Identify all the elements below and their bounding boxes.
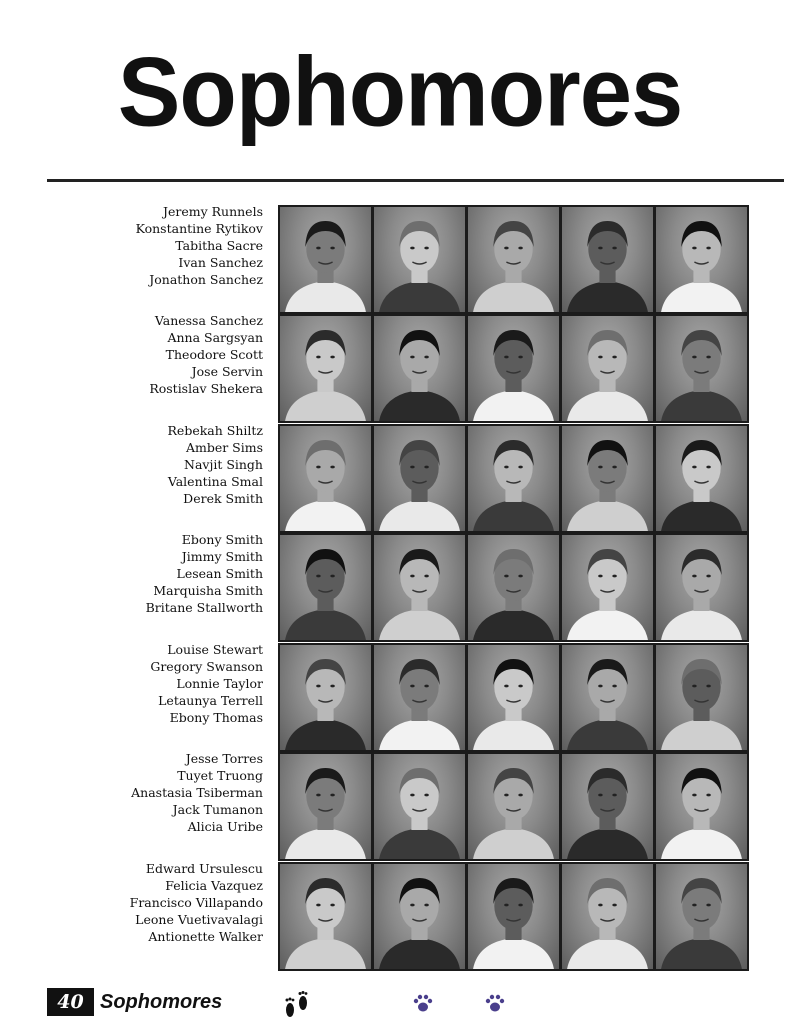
student-name: Jimmy Smith bbox=[181, 549, 263, 564]
student-name: Francisco Villapando bbox=[129, 895, 263, 910]
photo-strip bbox=[278, 862, 749, 971]
portrait-row bbox=[0, 424, 800, 533]
student-portrait bbox=[656, 535, 747, 640]
student-name: Ivan Sanchez bbox=[178, 255, 263, 270]
student-portrait bbox=[468, 864, 559, 969]
student-portrait bbox=[374, 754, 465, 859]
student-portrait bbox=[562, 754, 653, 859]
title-divider bbox=[47, 179, 784, 182]
student-name: Derek Smith bbox=[183, 491, 263, 506]
student-name: Louise Stewart bbox=[167, 642, 263, 657]
footprints-icon bbox=[282, 990, 312, 1026]
name-list bbox=[146, 531, 263, 616]
photo-strip bbox=[278, 424, 749, 533]
portrait-row bbox=[0, 862, 800, 971]
student-name: Jonathon Sanchez bbox=[149, 272, 263, 287]
student-portrait bbox=[562, 864, 653, 969]
student-name: Britane Stallworth bbox=[145, 600, 263, 615]
photo-strip bbox=[278, 643, 749, 752]
student-name: Leone Vuetivavalagi bbox=[135, 912, 263, 927]
student-name: Vanessa Sanchez bbox=[154, 313, 263, 328]
student-name: Rostislav Shekera bbox=[149, 381, 263, 396]
section-label: Sophomores bbox=[100, 991, 223, 1013]
student-portrait bbox=[280, 535, 371, 640]
photo-strip bbox=[278, 314, 749, 423]
student-name: Valentina Smal bbox=[167, 474, 263, 489]
student-portrait bbox=[468, 426, 559, 531]
student-portrait bbox=[468, 316, 559, 421]
student-name: Jack Tumanon bbox=[172, 802, 263, 817]
student-name: Rebekah Shiltz bbox=[167, 423, 263, 438]
student-portrait bbox=[468, 207, 559, 312]
photo-strip bbox=[278, 205, 749, 314]
portrait-row bbox=[0, 643, 800, 752]
student-portrait bbox=[468, 535, 559, 640]
student-name: Letaunya Terrell bbox=[158, 693, 263, 708]
page-title: Sophomores bbox=[117, 36, 683, 147]
name-list bbox=[131, 750, 263, 835]
student-name: Edward Ursulescu bbox=[145, 861, 263, 876]
student-name: Anastasia Tsiberman bbox=[131, 785, 263, 800]
student-portrait bbox=[374, 645, 465, 750]
student-name: Theodore Scott bbox=[165, 347, 263, 362]
student-name: Lonnie Taylor bbox=[176, 676, 263, 691]
student-portrait bbox=[280, 426, 371, 531]
portrait-row bbox=[0, 752, 800, 861]
student-portrait bbox=[280, 864, 371, 969]
student-portrait bbox=[656, 754, 747, 859]
name-list bbox=[136, 203, 263, 288]
student-portrait bbox=[656, 426, 747, 531]
student-name: Tuyet Truong bbox=[177, 768, 263, 783]
student-portrait bbox=[562, 426, 653, 531]
student-portrait bbox=[374, 426, 465, 531]
student-portrait bbox=[656, 645, 747, 750]
student-portrait bbox=[562, 316, 653, 421]
student-portrait bbox=[280, 207, 371, 312]
student-name: Felicia Vazquez bbox=[165, 878, 263, 893]
student-name: Amber Sims bbox=[185, 440, 263, 455]
photo-strip bbox=[278, 533, 749, 642]
name-list bbox=[149, 312, 263, 397]
student-portrait bbox=[280, 645, 371, 750]
student-portrait bbox=[280, 316, 371, 421]
student-name: Antionette Walker bbox=[148, 929, 263, 944]
name-list bbox=[168, 422, 263, 507]
student-portrait bbox=[374, 316, 465, 421]
student-portrait bbox=[374, 864, 465, 969]
student-name: Jeremy Runnels bbox=[162, 204, 263, 219]
student-name: Marquisha Smith bbox=[153, 583, 263, 598]
student-portrait bbox=[562, 645, 653, 750]
student-portrait bbox=[374, 207, 465, 312]
student-name: Jesse Torres bbox=[185, 751, 263, 766]
name-list bbox=[130, 860, 263, 945]
student-portrait bbox=[562, 535, 653, 640]
student-name: Lesean Smith bbox=[176, 566, 263, 581]
paw-print-icon bbox=[484, 992, 506, 1014]
student-portrait bbox=[656, 207, 747, 312]
student-name: Alicia Uribe bbox=[187, 819, 263, 834]
portrait-row bbox=[0, 314, 800, 423]
student-name: Konstantine Rytikov bbox=[135, 221, 263, 236]
student-name: Tabitha Sacre bbox=[175, 238, 263, 253]
portrait-row bbox=[0, 533, 800, 642]
student-portrait bbox=[562, 207, 653, 312]
student-portrait bbox=[280, 754, 371, 859]
student-portrait bbox=[468, 645, 559, 750]
paw-print-icon bbox=[412, 992, 434, 1014]
student-portrait bbox=[468, 754, 559, 859]
student-name: Ebony Thomas bbox=[169, 710, 263, 725]
name-list bbox=[150, 641, 263, 726]
photo-strip bbox=[278, 752, 749, 861]
student-name: Ebony Smith bbox=[181, 532, 263, 547]
student-portrait bbox=[656, 316, 747, 421]
student-name: Gregory Swanson bbox=[150, 659, 263, 674]
student-portrait bbox=[374, 535, 465, 640]
student-name: Jose Servin bbox=[191, 364, 263, 379]
student-portrait bbox=[656, 864, 747, 969]
portrait-row bbox=[0, 205, 800, 314]
page-number: 40 bbox=[47, 988, 94, 1016]
student-name: Navjit Singh bbox=[184, 457, 263, 472]
student-name: Anna Sargsyan bbox=[167, 330, 263, 345]
